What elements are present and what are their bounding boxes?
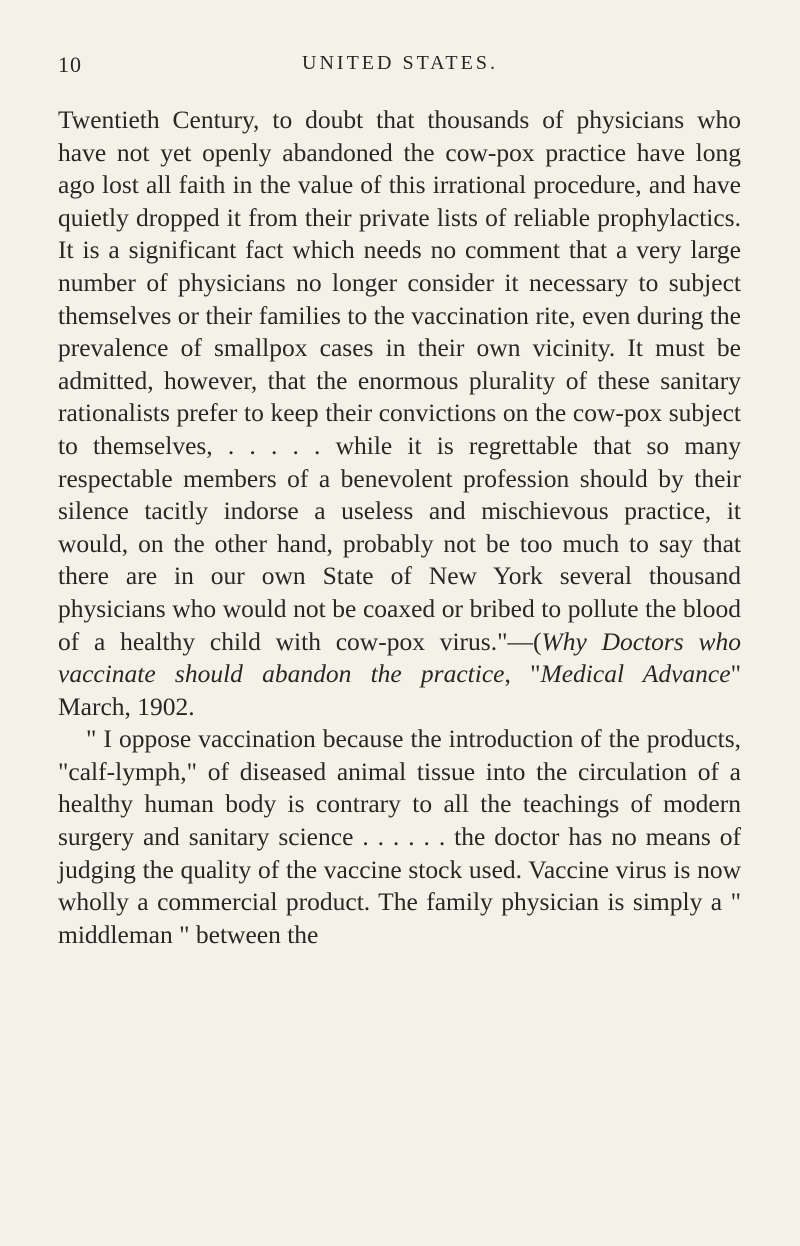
- paragraph-1: [58, 104, 741, 723]
- running-title: UNITED STATES.: [302, 52, 498, 74]
- paragraph-2-text: " I oppose vaccination because the introduction of the products, "calf-lymph," of diseased animal tissue into the circulation of a healthy human body is contrary to all the teachings of modern surgery and sanitary science . . . . . . the doctor has no means of judging the quality of the vaccine stock used. Vaccine virus is now wholly a commercial product. The family physician is simply a " middleman " between the: [58, 724, 741, 949]
- paragraph-2: [58, 723, 741, 951]
- body-text: [58, 104, 741, 951]
- cited-journal-title: Medical Advance: [540, 659, 731, 689]
- paragraph-1-text: Twentieth Century, to doubt that thousands of physicians who have not yet openly abandoned the cow-pox practice have long ago lost all faith in the value of this irrational procedure, and have quietly dropped it from their private lists of reliable prophylactics. It is a significant fact which needs no comment that a very large number of physicians no longer consider it necessary to subject themselves or their families to the vaccination rite, even during the prevalence of smallpox cases in their own vicinity. It must be admitted, however, that the enormous plurality of these sanitary rationalists prefer to keep their convictions on the cow-pox subject to themselves, . . . . . while it is regrettable that so many respectable members of a benevolent profession should by their silence tacitly indorse a useless and mischievous practice, it would, on the other hand, probably not be too much to say that there are in our own State of New York several thousand physicians who would not be coaxed or bribed to pollute the blood of a healthy child with cow-pox virus."—(: [58, 105, 741, 656]
- running-header: [58, 48, 742, 88]
- page-number: 10: [58, 52, 82, 77]
- citation-separator: , ": [504, 659, 541, 689]
- citation-date: " March, 1902.: [58, 659, 741, 721]
- cited-article-title: Why Doctors who vaccinate should abandon the practice: [58, 626, 741, 689]
